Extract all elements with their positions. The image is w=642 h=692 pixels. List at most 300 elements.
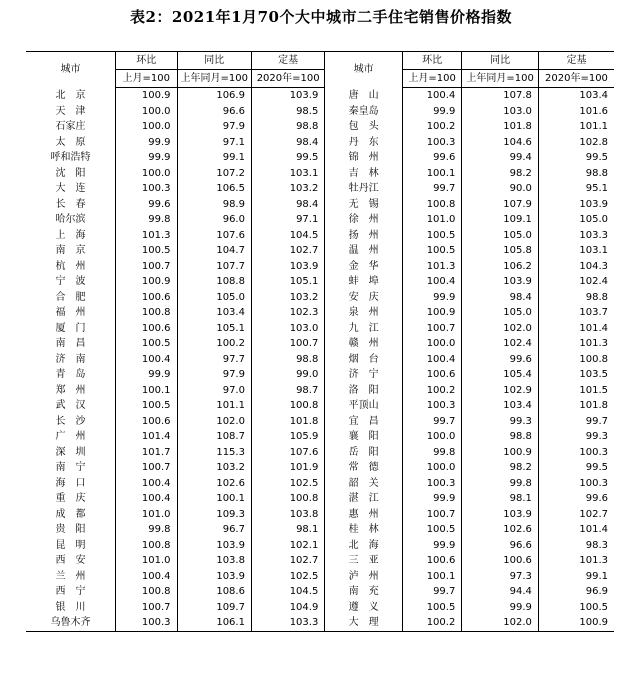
cell-base-left: 98.8	[251, 352, 324, 368]
cell-yoy-left: 97.1	[177, 135, 251, 151]
cell-yoy-left: 104.7	[177, 243, 251, 259]
mom-header: 环比	[116, 52, 177, 70]
cell-base-left: 98.4	[251, 197, 324, 213]
cell-base-right: 101.3	[538, 553, 614, 569]
table-row	[26, 150, 614, 166]
cell-base-right: 95.1	[538, 181, 614, 197]
city-header: 城市	[26, 52, 116, 88]
cell-city-left: 青 岛	[55, 369, 86, 381]
cell-mom-left: 100.4	[116, 569, 177, 585]
cell-base-right: 103.7	[538, 305, 614, 321]
yoy-subheader: 上年同月=100	[177, 70, 251, 88]
cell-mom-left: 100.3	[116, 615, 177, 631]
cell-city-left: 南 京	[55, 245, 86, 257]
cell-yoy-left: 99.1	[177, 150, 251, 166]
cell-base-left: 103.0	[251, 321, 324, 337]
cell-yoy-right: 102.0	[462, 321, 539, 337]
cell-base-right: 102.8	[538, 135, 614, 151]
cell-yoy-right: 102.4	[462, 336, 539, 352]
cell-mom-left: 99.8	[116, 522, 177, 538]
cell-yoy-left: 109.3	[177, 507, 251, 523]
cell-city-right: 安 庆	[325, 290, 403, 306]
cell-mom-right: 100.0	[403, 460, 462, 476]
cell-base-left: 102.7	[251, 243, 324, 259]
table-row	[26, 305, 614, 321]
cell-base-left: 100.8	[251, 398, 324, 414]
cell-city-right: 南 充	[325, 584, 403, 600]
cell-mom-left: 100.7	[116, 259, 177, 275]
cell-mom-right: 99.9	[403, 491, 462, 507]
cell-yoy-right: 102.6	[462, 522, 539, 538]
cell-yoy-left: 106.1	[177, 615, 251, 631]
cell-base-left: 104.5	[251, 228, 324, 244]
cell-city-left: 昆 明	[55, 539, 86, 551]
cell-base-left: 102.7	[251, 553, 324, 569]
cell-city-left: 贵 阳	[55, 524, 86, 536]
cell-mom-right: 100.3	[403, 135, 462, 151]
cell-city-left: 南 宁	[55, 462, 86, 474]
cell-city-right: 无 锡	[325, 197, 403, 213]
cell-city-left: 成 都	[55, 508, 86, 520]
cell-base-left: 103.9	[251, 88, 324, 104]
cell-yoy-left: 109.7	[177, 600, 251, 616]
cell-mom-left: 100.5	[116, 398, 177, 414]
cell-city-left: 西 安	[55, 555, 86, 567]
cell-yoy-left: 108.7	[177, 429, 251, 445]
cell-mom-right: 100.3	[403, 476, 462, 492]
cell-city-right: 金 华	[325, 259, 403, 275]
cell-city-right: 包 头	[325, 119, 403, 135]
cell-yoy-right: 101.8	[462, 119, 539, 135]
cell-yoy-right: 98.2	[462, 166, 539, 182]
cell-mom-left: 100.6	[116, 414, 177, 430]
cell-yoy-left: 103.8	[177, 553, 251, 569]
cell-city-right: 襄 阳	[325, 429, 403, 445]
table-row	[26, 445, 614, 461]
cell-yoy-right: 99.4	[462, 150, 539, 166]
cell-base-left: 102.1	[251, 538, 324, 554]
cell-mom-left: 100.3	[116, 181, 177, 197]
cell-mom-left: 99.8	[116, 212, 177, 228]
cell-mom-left: 99.6	[116, 197, 177, 213]
cell-mom-right: 100.4	[403, 88, 462, 104]
cell-mom-left: 100.6	[116, 321, 177, 337]
table-row	[26, 414, 614, 430]
table-row	[26, 569, 614, 585]
cell-mom-left: 101.7	[116, 445, 177, 461]
cell-mom-left: 100.9	[116, 88, 177, 104]
cell-city-right: 徐 州	[325, 212, 403, 228]
cell-base-right: 99.5	[538, 150, 614, 166]
cell-city-right: 九 江	[325, 321, 403, 337]
cell-yoy-left: 107.7	[177, 259, 251, 275]
cell-mom-right: 99.9	[403, 538, 462, 554]
table-row	[26, 212, 614, 228]
cell-base-right: 105.0	[538, 212, 614, 228]
cell-city-left: 北 京	[55, 90, 86, 101]
yoy-header-right: 同比	[462, 52, 539, 70]
cell-yoy-left: 103.9	[177, 569, 251, 585]
table-row	[26, 367, 614, 383]
cell-base-right: 99.7	[538, 414, 614, 430]
cell-yoy-right: 99.9	[462, 600, 539, 616]
cell-yoy-left: 107.2	[177, 166, 251, 182]
cell-yoy-right: 96.6	[462, 538, 539, 554]
cell-base-right: 101.8	[538, 398, 614, 414]
cell-city-left: 合 肥	[55, 291, 86, 303]
cell-city-right: 扬 州	[325, 228, 403, 244]
cell-city-right: 锦 州	[325, 150, 403, 166]
cell-city-right: 平顶山	[325, 398, 403, 414]
cell-base-right: 100.3	[538, 476, 614, 492]
cell-city-right: 温 州	[325, 243, 403, 259]
cell-base-left: 104.9	[251, 600, 324, 616]
cell-yoy-right: 103.9	[462, 507, 539, 523]
cell-yoy-left: 115.3	[177, 445, 251, 461]
table-row	[26, 336, 614, 352]
cell-city-right: 常 德	[325, 460, 403, 476]
cell-yoy-left: 98.9	[177, 197, 251, 213]
cell-mom-right: 99.9	[403, 290, 462, 306]
table-row	[26, 491, 614, 507]
cell-city-right: 秦皇岛	[325, 104, 403, 120]
cell-yoy-right: 100.6	[462, 553, 539, 569]
cell-city-right: 泉 州	[325, 305, 403, 321]
cell-city-left: 济 南	[55, 353, 86, 365]
cell-yoy-left: 108.6	[177, 584, 251, 600]
cell-base-right: 101.1	[538, 119, 614, 135]
cell-city-right: 惠 州	[325, 507, 403, 523]
cell-yoy-right: 103.4	[462, 398, 539, 414]
table-row	[26, 290, 614, 306]
mom-subheader-right: 上月=100	[403, 70, 462, 88]
cell-base-left: 102.3	[251, 305, 324, 321]
cell-yoy-left: 108.8	[177, 274, 251, 290]
cell-base-left: 103.2	[251, 290, 324, 306]
cell-city-left: 呼和浩特	[50, 152, 91, 164]
cell-city-right: 北 海	[325, 538, 403, 554]
cell-mom-right: 99.6	[403, 150, 462, 166]
cell-yoy-left: 96.7	[177, 522, 251, 538]
cell-base-right: 99.6	[538, 491, 614, 507]
cell-yoy-right: 105.0	[462, 305, 539, 321]
cell-yoy-right: 105.8	[462, 243, 539, 259]
cell-city-left: 郑 州	[55, 384, 86, 396]
cell-base-right: 104.3	[538, 259, 614, 275]
cell-city-left: 厦 门	[55, 322, 86, 334]
cell-base-right: 103.1	[538, 243, 614, 259]
table-row	[26, 197, 614, 213]
table-row	[26, 507, 614, 523]
cell-base-left: 102.5	[251, 476, 324, 492]
cell-mom-right: 100.1	[403, 166, 462, 182]
cell-base-left: 101.9	[251, 460, 324, 476]
cell-yoy-left: 96.0	[177, 212, 251, 228]
cell-base-left: 105.1	[251, 274, 324, 290]
cell-yoy-left: 103.4	[177, 305, 251, 321]
cell-yoy-left: 100.2	[177, 336, 251, 352]
cell-yoy-right: 94.4	[462, 584, 539, 600]
cell-yoy-left: 97.9	[177, 367, 251, 383]
cell-base-right: 101.5	[538, 383, 614, 399]
city-header-right: 城市	[325, 52, 403, 88]
cell-city-right: 唐 山	[325, 88, 403, 104]
cell-city-left: 上 海	[55, 229, 86, 241]
cell-yoy-right: 98.4	[462, 290, 539, 306]
cell-city-left: 福 州	[55, 307, 86, 319]
cell-base-right: 103.5	[538, 367, 614, 383]
cell-yoy-left: 102.0	[177, 414, 251, 430]
cell-yoy-left: 102.6	[177, 476, 251, 492]
cell-yoy-left: 106.5	[177, 181, 251, 197]
cell-city-left: 西 宁	[55, 586, 86, 598]
cell-mom-left: 100.4	[116, 491, 177, 507]
cell-mom-left: 100.0	[116, 104, 177, 120]
cell-yoy-right: 98.1	[462, 491, 539, 507]
table-title: 表2：2021年1月70个大中城市二手住宅销售价格指数	[130, 8, 512, 26]
cell-mom-right: 101.0	[403, 212, 462, 228]
cell-mom-right: 100.5	[403, 600, 462, 616]
cell-yoy-right: 99.6	[462, 352, 539, 368]
cell-mom-right: 100.6	[403, 367, 462, 383]
cell-mom-right: 99.8	[403, 445, 462, 461]
cell-yoy-right: 104.6	[462, 135, 539, 151]
cell-base-right: 98.3	[538, 538, 614, 554]
cell-yoy-right: 102.0	[462, 615, 539, 631]
cell-city-right: 桂 林	[325, 522, 403, 538]
cell-mom-right: 100.5	[403, 243, 462, 259]
cell-base-left: 100.7	[251, 336, 324, 352]
cell-mom-right: 100.6	[403, 553, 462, 569]
cell-city-left: 银 川	[55, 601, 86, 613]
yoy-subheader-right: 上年同月=100	[462, 70, 539, 88]
cell-mom-left: 100.8	[116, 305, 177, 321]
cell-mom-right: 100.0	[403, 336, 462, 352]
cell-base-left: 98.1	[251, 522, 324, 538]
table-row	[26, 600, 614, 616]
cell-yoy-left: 107.6	[177, 228, 251, 244]
base-header: 定基	[251, 52, 324, 70]
table-row	[26, 429, 614, 445]
cell-mom-left: 100.8	[116, 584, 177, 600]
cell-city-right: 济 宁	[325, 367, 403, 383]
cell-mom-left: 100.4	[116, 352, 177, 368]
cell-city-left: 长 沙	[55, 415, 86, 427]
cell-mom-right: 99.7	[403, 584, 462, 600]
cell-yoy-right: 90.0	[462, 181, 539, 197]
table-row	[26, 104, 614, 120]
cell-mom-right: 100.7	[403, 321, 462, 337]
cell-base-right: 102.7	[538, 507, 614, 523]
cell-mom-left: 100.5	[116, 336, 177, 352]
cell-city-left: 杭 州	[55, 260, 86, 272]
cell-mom-left: 100.8	[116, 538, 177, 554]
cell-yoy-right: 105.0	[462, 228, 539, 244]
table-row	[26, 584, 614, 600]
cell-yoy-left: 97.7	[177, 352, 251, 368]
cell-city-left: 广 州	[55, 431, 86, 443]
table-row	[26, 274, 614, 290]
table-body	[26, 88, 614, 632]
cell-base-left: 99.5	[251, 150, 324, 166]
table-row	[26, 553, 614, 569]
cell-yoy-right: 105.4	[462, 367, 539, 383]
base-subheader-right: 2020年=100	[538, 70, 614, 88]
cell-mom-left: 100.5	[116, 243, 177, 259]
cell-yoy-right: 102.9	[462, 383, 539, 399]
table-row	[26, 243, 614, 259]
cell-mom-right: 99.9	[403, 104, 462, 120]
cell-base-right: 100.8	[538, 352, 614, 368]
cell-base-left: 103.3	[251, 615, 324, 631]
price-index-table	[26, 51, 614, 632]
cell-mom-left: 101.0	[116, 553, 177, 569]
cell-base-right: 96.9	[538, 584, 614, 600]
cell-base-left: 98.4	[251, 135, 324, 151]
cell-mom-left: 99.9	[116, 135, 177, 151]
cell-city-right: 牡丹江	[325, 181, 403, 197]
cell-yoy-left: 105.0	[177, 290, 251, 306]
cell-base-left: 102.5	[251, 569, 324, 585]
cell-base-right: 101.3	[538, 336, 614, 352]
cell-city-left: 大 连	[55, 183, 86, 195]
table-row	[26, 522, 614, 538]
cell-city-left: 天 津	[55, 105, 86, 117]
cell-yoy-right: 100.9	[462, 445, 539, 461]
cell-base-left: 100.8	[251, 491, 324, 507]
base-subheader: 2020年=100	[251, 70, 324, 88]
cell-base-left: 103.9	[251, 259, 324, 275]
cell-base-right: 101.4	[538, 321, 614, 337]
table-row	[26, 538, 614, 554]
cell-yoy-right: 98.8	[462, 429, 539, 445]
cell-base-left: 105.9	[251, 429, 324, 445]
table-row	[26, 398, 614, 414]
cell-yoy-left: 106.9	[177, 88, 251, 104]
cell-city-right: 韶 关	[325, 476, 403, 492]
cell-city-left: 乌鲁木齐	[26, 615, 116, 631]
table-row	[26, 352, 614, 368]
cell-yoy-right: 106.2	[462, 259, 539, 275]
mom-header-right: 环比	[403, 52, 462, 70]
cell-mom-right: 100.5	[403, 522, 462, 538]
cell-yoy-right: 98.2	[462, 460, 539, 476]
cell-mom-right: 100.2	[403, 383, 462, 399]
cell-base-left: 103.8	[251, 507, 324, 523]
table-row	[26, 383, 614, 399]
cell-yoy-left: 97.0	[177, 383, 251, 399]
cell-city-left: 深 圳	[55, 446, 86, 458]
cell-yoy-left: 105.1	[177, 321, 251, 337]
table-row	[26, 321, 614, 337]
cell-yoy-right: 103.9	[462, 274, 539, 290]
cell-city-right: 烟 台	[325, 352, 403, 368]
cell-base-left: 98.5	[251, 104, 324, 120]
cell-base-right: 103.3	[538, 228, 614, 244]
cell-yoy-right: 99.8	[462, 476, 539, 492]
cell-mom-right: 100.0	[403, 429, 462, 445]
table-row	[26, 615, 614, 631]
cell-mom-right: 100.9	[403, 305, 462, 321]
cell-city-right: 三 亚	[325, 553, 403, 569]
cell-city-left: 重 庆	[55, 493, 86, 505]
cell-mom-left: 99.9	[116, 367, 177, 383]
cell-city-right: 湛 江	[325, 491, 403, 507]
cell-base-right: 101.6	[538, 104, 614, 120]
mom-subheader: 上月=100	[116, 70, 177, 88]
cell-base-right: 100.9	[538, 615, 614, 631]
cell-yoy-left: 100.1	[177, 491, 251, 507]
cell-yoy-left: 103.2	[177, 460, 251, 476]
cell-mom-left: 100.1	[116, 383, 177, 399]
cell-city-left: 南 昌	[55, 338, 86, 350]
cell-mom-left: 100.4	[116, 476, 177, 492]
cell-city-left: 海 口	[55, 477, 86, 489]
cell-mom-right: 100.5	[403, 228, 462, 244]
cell-base-left: 98.7	[251, 383, 324, 399]
cell-city-right: 宜 昌	[325, 414, 403, 430]
cell-city-left: 沈 阳	[55, 167, 86, 179]
cell-city-right: 赣 州	[325, 336, 403, 352]
cell-city-right: 大 理	[325, 615, 403, 631]
cell-base-left: 104.5	[251, 584, 324, 600]
cell-city-right: 丹 东	[325, 135, 403, 151]
cell-mom-right: 101.3	[403, 259, 462, 275]
cell-base-left: 98.8	[251, 119, 324, 135]
cell-city-right: 吉 林	[325, 166, 403, 182]
cell-base-left: 103.2	[251, 181, 324, 197]
cell-base-right: 99.1	[538, 569, 614, 585]
cell-base-left: 99.0	[251, 367, 324, 383]
cell-base-right: 101.4	[538, 522, 614, 538]
cell-mom-right: 100.7	[403, 507, 462, 523]
cell-city-left: 武 汉	[55, 400, 86, 412]
cell-yoy-right: 103.0	[462, 104, 539, 120]
cell-base-right: 103.4	[538, 88, 614, 104]
table-row	[26, 259, 614, 275]
cell-mom-left: 100.7	[116, 460, 177, 476]
table-row	[26, 476, 614, 492]
cell-mom-right: 100.4	[403, 352, 462, 368]
table-row	[26, 119, 614, 135]
cell-mom-left: 100.9	[116, 274, 177, 290]
cell-mom-right: 100.1	[403, 569, 462, 585]
cell-yoy-left: 96.6	[177, 104, 251, 120]
cell-base-right: 103.9	[538, 197, 614, 213]
cell-base-left: 107.6	[251, 445, 324, 461]
cell-mom-right: 100.2	[403, 119, 462, 135]
cell-yoy-right: 107.8	[462, 88, 539, 104]
cell-mom-right: 100.4	[403, 274, 462, 290]
cell-mom-right: 99.7	[403, 181, 462, 197]
cell-mom-left: 101.0	[116, 507, 177, 523]
cell-base-right: 102.4	[538, 274, 614, 290]
cell-city-right: 遵 义	[325, 600, 403, 616]
cell-yoy-left: 97.9	[177, 119, 251, 135]
cell-base-right: 98.8	[538, 166, 614, 182]
cell-base-right: 98.8	[538, 290, 614, 306]
cell-mom-left: 99.9	[116, 150, 177, 166]
cell-mom-left: 100.6	[116, 290, 177, 306]
cell-city-right: 洛 阳	[325, 383, 403, 399]
cell-base-right: 99.5	[538, 460, 614, 476]
base-header-right: 定基	[538, 52, 614, 70]
cell-base-right: 99.3	[538, 429, 614, 445]
cell-city-right: 蚌 埠	[325, 274, 403, 290]
table-row	[26, 181, 614, 197]
cell-city-right: 岳 阳	[325, 445, 403, 461]
cell-city-left: 长 春	[55, 198, 86, 210]
